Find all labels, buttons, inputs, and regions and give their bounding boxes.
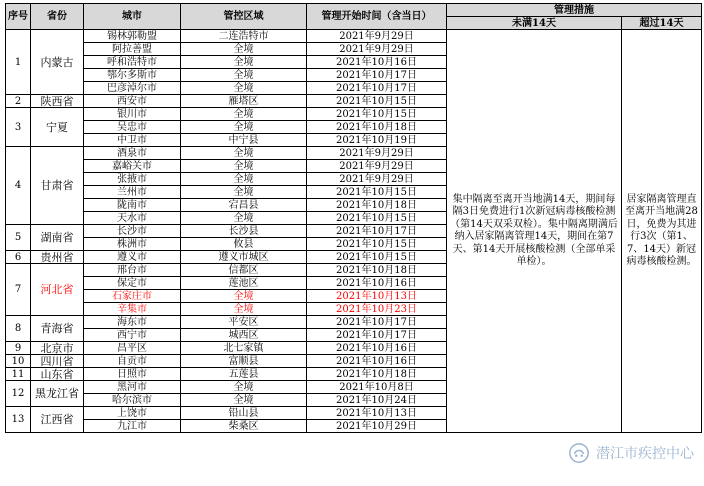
row-area: 柴桑区 xyxy=(181,420,307,433)
row-date: 2021年10月16日 xyxy=(307,355,447,368)
header-start-date: 管理开始时间（含当日） xyxy=(307,4,447,30)
row-area: 全境 xyxy=(181,173,307,186)
row-seq: 3 xyxy=(6,108,31,147)
row-date: 2021年10月15日 xyxy=(307,108,447,121)
row-city: 陇南市 xyxy=(84,199,181,212)
row-province: 黑龙江省 xyxy=(31,381,84,407)
watermark xyxy=(568,442,694,464)
row-province: 贵州省 xyxy=(31,251,84,264)
table-body xyxy=(6,30,702,433)
row-province: 四川省 xyxy=(31,355,84,368)
row-seq: 9 xyxy=(6,342,31,355)
table-row xyxy=(6,30,702,43)
row-date: 2021年10月15日 xyxy=(307,212,447,225)
row-province: 北京市 xyxy=(31,342,84,355)
row-city: 九江市 xyxy=(84,420,181,433)
row-date: 2021年10月15日 xyxy=(307,186,447,199)
row-city: 西宁市 xyxy=(84,329,181,342)
row-city: 辛集市 xyxy=(84,303,181,316)
row-city: 酒泉市 xyxy=(84,147,181,160)
row-area: 莲池区 xyxy=(181,277,307,290)
row-date: 2021年10月17日 xyxy=(307,316,447,329)
row-area: 全境 xyxy=(181,186,307,199)
row-province: 内蒙古 xyxy=(31,30,84,95)
row-seq: 4 xyxy=(6,147,31,225)
row-area: 平安区 xyxy=(181,316,307,329)
row-seq: 2 xyxy=(6,95,31,108)
row-province: 江西省 xyxy=(31,407,84,433)
row-date: 2021年10月17日 xyxy=(307,69,447,82)
row-area: 铅山县 xyxy=(181,407,307,420)
row-city: 阿拉善盟 xyxy=(84,43,181,56)
row-seq: 6 xyxy=(6,251,31,264)
row-seq: 12 xyxy=(6,381,31,407)
row-date: 2021年10月13日 xyxy=(307,290,447,303)
row-city: 黑河市 xyxy=(84,381,181,394)
row-city: 嘉峪关市 xyxy=(84,160,181,173)
row-date: 2021年10月18日 xyxy=(307,368,447,381)
row-seq: 10 xyxy=(6,355,31,368)
row-city: 鄂尔多斯市 xyxy=(84,69,181,82)
measure-under-14: 集中隔离至离开当地满14天，期间每隔3日免费进行1次新冠病毒核酸检测（第14天双采双检）。集中隔离期满后纳入居家隔离管理14天，期间在第7天、第14天开展核酸检测（全部单采单检）。 xyxy=(447,30,622,433)
control-areas-table xyxy=(5,3,702,433)
row-seq: 13 xyxy=(6,407,31,433)
row-seq: 11 xyxy=(6,368,31,381)
row-date: 2021年10月19日 xyxy=(307,134,447,147)
row-area: 全境 xyxy=(181,43,307,56)
wechat-channel-icon xyxy=(568,442,590,464)
row-city: 邢台市 xyxy=(84,264,181,277)
row-date: 2021年10月16日 xyxy=(307,277,447,290)
row-city: 张掖市 xyxy=(84,173,181,186)
row-date: 2021年10月17日 xyxy=(307,329,447,342)
row-area: 中宁县 xyxy=(181,134,307,147)
row-date: 2021年10月17日 xyxy=(307,82,447,95)
row-seq: 1 xyxy=(6,30,31,95)
row-city: 兰州市 xyxy=(84,186,181,199)
row-province: 陕西省 xyxy=(31,95,84,108)
row-seq: 5 xyxy=(6,225,31,251)
row-city: 昌平区 xyxy=(84,342,181,355)
measure-over-14: 居家隔离管理直至离开当地满28日，免费为其进行3次（第1、7、14天）新冠病毒核酸检测。 xyxy=(622,30,702,433)
row-city: 日照市 xyxy=(84,368,181,381)
row-date: 2021年9月29日 xyxy=(307,173,447,186)
row-area: 遵义市城区 xyxy=(181,251,307,264)
row-city: 上饶市 xyxy=(84,407,181,420)
row-area: 全境 xyxy=(181,381,307,394)
header-over-14: 超过14天 xyxy=(622,17,702,30)
row-province: 甘肃省 xyxy=(31,147,84,225)
row-city: 石家庄市 xyxy=(84,290,181,303)
row-date: 2021年10月16日 xyxy=(307,342,447,355)
header-city: 城市 xyxy=(84,4,181,30)
row-seq: 7 xyxy=(6,264,31,316)
row-city: 中卫市 xyxy=(84,134,181,147)
row-date: 2021年10月17日 xyxy=(307,225,447,238)
row-area: 二连浩特市 xyxy=(181,30,307,43)
row-province: 湖南省 xyxy=(31,225,84,251)
row-city: 长沙市 xyxy=(84,225,181,238)
row-city: 海东市 xyxy=(84,316,181,329)
row-area: 全境 xyxy=(181,160,307,173)
row-city: 哈尔滨市 xyxy=(84,394,181,407)
row-area: 全境 xyxy=(181,394,307,407)
row-date: 2021年10月15日 xyxy=(307,251,447,264)
header-under-14: 未满14天 xyxy=(447,17,622,30)
row-date: 2021年10月24日 xyxy=(307,394,447,407)
row-area: 全境 xyxy=(181,303,307,316)
row-date: 2021年9月29日 xyxy=(307,160,447,173)
row-date: 2021年10月18日 xyxy=(307,199,447,212)
header-area: 管控区域 xyxy=(181,4,307,30)
row-area: 五莲县 xyxy=(181,368,307,381)
row-province: 河北省 xyxy=(31,264,84,316)
table-header xyxy=(6,4,702,30)
row-city: 锡林郭勒盟 xyxy=(84,30,181,43)
row-date: 2021年10月16日 xyxy=(307,56,447,69)
row-date: 2021年10月29日 xyxy=(307,420,447,433)
row-area: 全境 xyxy=(181,147,307,160)
row-city: 吴忠市 xyxy=(84,121,181,134)
row-city: 巴彦淖尔市 xyxy=(84,82,181,95)
row-area: 信都区 xyxy=(181,264,307,277)
row-date: 2021年9月29日 xyxy=(307,147,447,160)
row-area: 长沙县 xyxy=(181,225,307,238)
row-area: 攸县 xyxy=(181,238,307,251)
row-date: 2021年10月15日 xyxy=(307,238,447,251)
row-city: 株洲市 xyxy=(84,238,181,251)
row-city: 呼和浩特市 xyxy=(84,56,181,69)
row-seq: 8 xyxy=(6,316,31,342)
row-province: 宁夏 xyxy=(31,108,84,147)
row-area: 雁塔区 xyxy=(181,95,307,108)
row-date: 2021年10月18日 xyxy=(307,121,447,134)
row-area: 北七家镇 xyxy=(181,342,307,355)
row-date: 2021年10月18日 xyxy=(307,264,447,277)
row-city: 自贡市 xyxy=(84,355,181,368)
header-seq: 序号 xyxy=(6,4,31,30)
row-date: 2021年9月29日 xyxy=(307,30,447,43)
row-area: 宕昌县 xyxy=(181,199,307,212)
row-date: 2021年10月8日 xyxy=(307,381,447,394)
row-area: 城西区 xyxy=(181,329,307,342)
row-area: 全境 xyxy=(181,108,307,121)
row-date: 2021年9月29日 xyxy=(307,43,447,56)
row-area: 全境 xyxy=(181,56,307,69)
row-area: 全境 xyxy=(181,121,307,134)
row-city: 天水市 xyxy=(84,212,181,225)
row-area: 富顺县 xyxy=(181,355,307,368)
row-province: 青海省 xyxy=(31,316,84,342)
row-city: 银川市 xyxy=(84,108,181,121)
row-province: 山东省 xyxy=(31,368,84,381)
header-province: 省份 xyxy=(31,4,84,30)
row-area: 全境 xyxy=(181,290,307,303)
watermark-text: 潜江市疾控中心 xyxy=(596,446,694,462)
row-city: 保定市 xyxy=(84,277,181,290)
row-city: 遵义市 xyxy=(84,251,181,264)
header-measures: 管理措施 xyxy=(447,4,702,17)
row-city: 西安市 xyxy=(84,95,181,108)
row-area: 全境 xyxy=(181,82,307,95)
row-date: 2021年10月15日 xyxy=(307,95,447,108)
row-area: 全境 xyxy=(181,212,307,225)
row-area: 全境 xyxy=(181,69,307,82)
row-date: 2021年10月23日 xyxy=(307,303,447,316)
row-date: 2021年10月13日 xyxy=(307,407,447,420)
